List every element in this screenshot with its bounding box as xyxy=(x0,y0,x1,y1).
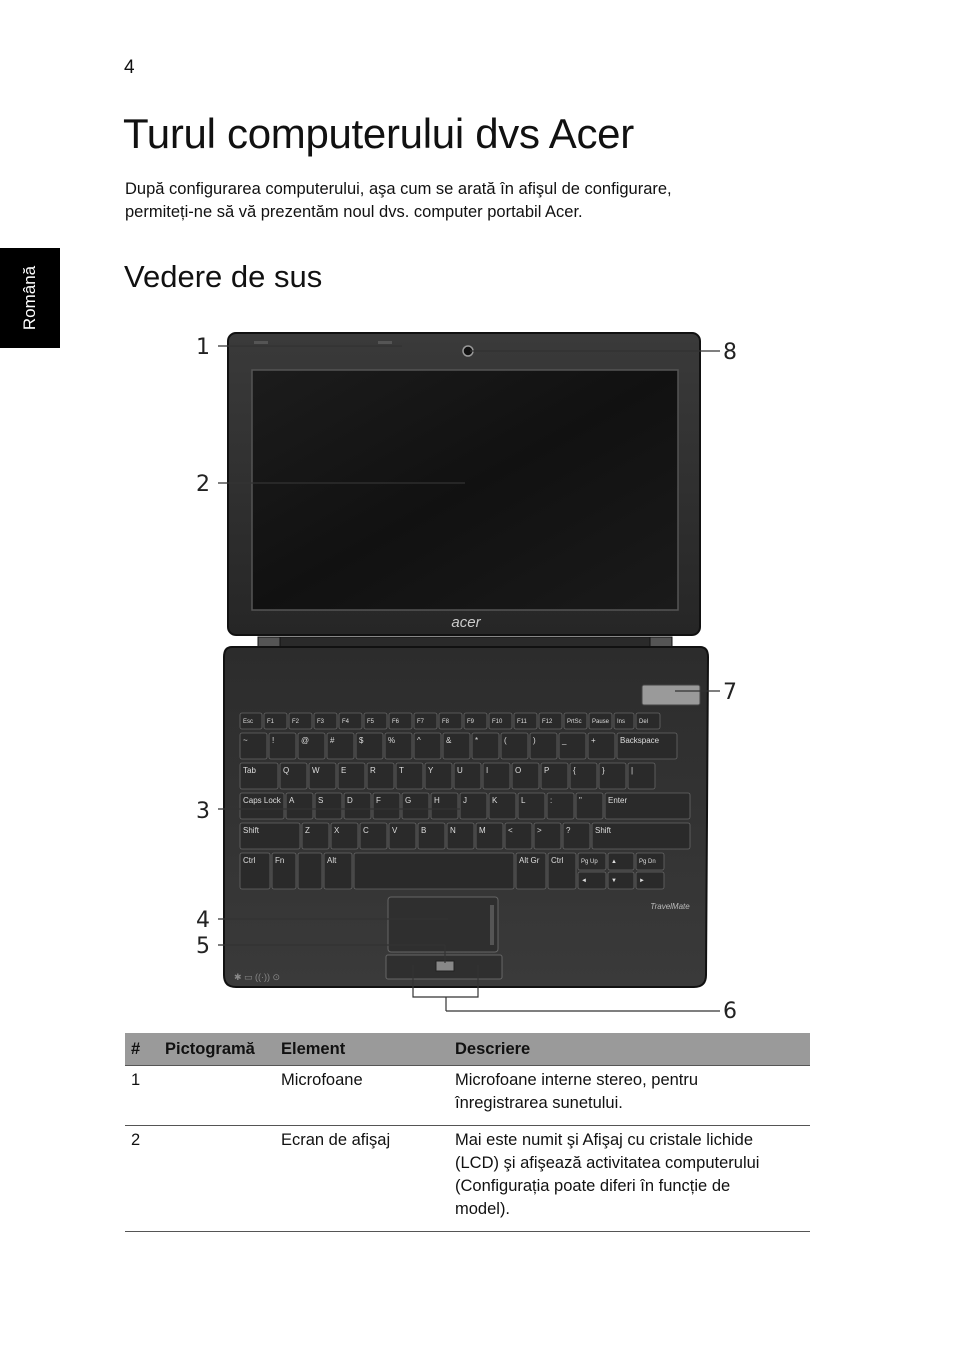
table-row xyxy=(125,1066,810,1126)
svg-text:F5: F5 xyxy=(367,719,375,725)
key-windows xyxy=(298,853,322,889)
intro-line: După configurarea computerului, aşa cum se arată în afişul de configurare, xyxy=(125,180,672,198)
key xyxy=(588,733,615,759)
key xyxy=(240,733,267,759)
svg-text:Ctrl: Ctrl xyxy=(243,856,256,865)
key-function xyxy=(414,713,437,729)
touchpad-scroll-strip xyxy=(490,905,494,945)
svg-text:F12: F12 xyxy=(542,719,553,725)
header-description: Descriere xyxy=(449,1033,810,1066)
callout-1: 1 xyxy=(196,335,210,360)
key xyxy=(460,793,487,819)
svg-text:|: | xyxy=(631,766,634,775)
intro-line: permiteți-ne să vă prezentăm noul dvs. computer portabil Acer. xyxy=(125,203,583,221)
keyboard xyxy=(240,713,690,889)
key xyxy=(476,823,503,849)
svg-text:▼: ▼ xyxy=(611,878,617,884)
svg-text:Pg Dn: Pg Dn xyxy=(639,859,656,865)
key xyxy=(576,793,603,819)
key-function xyxy=(264,713,287,729)
svg-text:►: ► xyxy=(639,878,645,884)
key xyxy=(505,823,532,849)
svg-text:B: B xyxy=(421,826,427,835)
svg-text:~: ~ xyxy=(243,736,248,745)
key xyxy=(570,763,597,789)
svg-text:Tab: Tab xyxy=(243,766,256,775)
svg-text:Shift: Shift xyxy=(243,826,260,835)
svg-text:S: S xyxy=(318,796,324,805)
header-number: # xyxy=(125,1033,159,1066)
svg-text:I: I xyxy=(486,766,489,775)
svg-text:_: _ xyxy=(562,736,567,745)
language-side-tab xyxy=(0,248,60,348)
key-ctrl-right xyxy=(548,853,576,889)
key xyxy=(302,823,329,849)
key xyxy=(425,763,452,789)
key-alt-gr xyxy=(516,853,546,889)
svg-text:*: * xyxy=(475,736,479,745)
description-line: model). xyxy=(455,1200,511,1218)
key xyxy=(454,763,481,789)
key xyxy=(489,793,516,819)
key-space xyxy=(354,853,514,889)
svg-text:>: > xyxy=(537,826,542,835)
svg-text:F10: F10 xyxy=(492,719,503,725)
key-enter xyxy=(605,793,690,819)
svg-text:$: $ xyxy=(359,736,364,745)
svg-text:◄: ◄ xyxy=(581,878,587,884)
key-del xyxy=(636,713,660,729)
status-indicators: ✱ ▭ ((·)) ⊙ xyxy=(234,972,281,982)
svg-text:Q: Q xyxy=(283,766,290,775)
power-button xyxy=(642,685,700,705)
key-function xyxy=(489,713,512,729)
intro-paragraph xyxy=(125,178,805,224)
svg-text:W: W xyxy=(312,766,320,775)
microphone-icon xyxy=(378,341,392,344)
key-function xyxy=(314,713,337,729)
language-label: Română xyxy=(20,265,39,331)
svg-text:Shift: Shift xyxy=(595,826,612,835)
svg-text:^: ^ xyxy=(417,736,421,745)
callout-8: 8 xyxy=(723,340,737,365)
svg-text:Ctrl: Ctrl xyxy=(551,856,564,865)
svg-text:F1: F1 xyxy=(267,719,275,725)
svg-text:Backspace: Backspace xyxy=(620,736,660,745)
key-esc xyxy=(240,713,262,729)
key-arrow-left xyxy=(578,872,606,889)
key xyxy=(472,733,499,759)
svg-text:X: X xyxy=(334,826,340,835)
touchpad xyxy=(388,897,498,952)
svg-text:+: + xyxy=(591,736,596,745)
svg-text:Fn: Fn xyxy=(275,856,285,865)
key-backspace xyxy=(617,733,677,759)
svg-text:V: V xyxy=(392,826,398,835)
svg-text:": " xyxy=(579,796,582,805)
callout-5: 5 xyxy=(196,934,210,959)
svg-text:F: F xyxy=(376,796,381,805)
key xyxy=(530,733,557,759)
key-arrow-down xyxy=(608,872,634,889)
key xyxy=(501,733,528,759)
callout-6: 6 xyxy=(723,999,737,1024)
svg-text:#: # xyxy=(330,736,335,745)
key xyxy=(280,763,307,789)
svg-text:D: D xyxy=(347,796,353,805)
row-element: Microfoane xyxy=(275,1066,449,1126)
key-shift-right xyxy=(592,823,690,849)
svg-text:&: & xyxy=(446,736,452,745)
svg-text:F7: F7 xyxy=(417,719,425,725)
display-screen xyxy=(252,370,678,610)
key xyxy=(559,733,586,759)
key-function xyxy=(289,713,312,729)
svg-text:P: P xyxy=(544,766,550,775)
svg-text:J: J xyxy=(463,796,467,805)
svg-text:E: E xyxy=(341,766,347,775)
key-alt xyxy=(324,853,352,889)
svg-text:F2: F2 xyxy=(292,719,300,725)
key xyxy=(512,763,539,789)
key xyxy=(327,733,354,759)
row-number: 1 xyxy=(125,1066,159,1126)
laptop-top-view-figure xyxy=(180,325,760,1025)
svg-text:M: M xyxy=(479,826,486,835)
key xyxy=(418,823,445,849)
key xyxy=(309,763,336,789)
svg-text:O: O xyxy=(515,766,522,775)
description-line: înregistrarea sunetului. xyxy=(455,1094,623,1112)
key xyxy=(447,823,474,849)
svg-text:{: { xyxy=(573,766,576,775)
svg-text:Caps Lock: Caps Lock xyxy=(243,796,281,805)
key-function xyxy=(589,713,612,729)
svg-text:Pause: Pause xyxy=(592,719,610,725)
header-element: Element xyxy=(275,1033,449,1066)
svg-text:C: C xyxy=(363,826,369,835)
key-pg-up xyxy=(578,853,606,870)
row-description xyxy=(449,1066,810,1126)
svg-text:Y: Y xyxy=(428,766,434,775)
svg-text:N: N xyxy=(450,826,456,835)
key-function xyxy=(564,713,587,729)
key xyxy=(269,733,296,759)
svg-text:Alt: Alt xyxy=(327,856,337,865)
row-icon xyxy=(159,1126,275,1232)
key xyxy=(356,733,383,759)
svg-text:}: } xyxy=(602,766,605,775)
key-shift-left xyxy=(240,823,300,849)
key xyxy=(344,793,371,819)
svg-text::: : xyxy=(550,796,553,805)
key-function xyxy=(339,713,362,729)
svg-text:K: K xyxy=(492,796,498,805)
svg-text:F3: F3 xyxy=(317,719,325,725)
key-tab xyxy=(240,763,278,789)
row-icon xyxy=(159,1066,275,1126)
svg-text:): ) xyxy=(533,736,536,745)
key-function xyxy=(539,713,562,729)
row-number: 2 xyxy=(125,1126,159,1232)
svg-text:!: ! xyxy=(272,736,275,745)
svg-text:A: A xyxy=(289,796,295,805)
key xyxy=(389,823,416,849)
svg-text:<: < xyxy=(508,826,513,835)
key-arrow-up xyxy=(608,853,634,870)
description-line: (Configurația poate diferi în funcție de xyxy=(455,1177,731,1195)
svg-text:G: G xyxy=(405,796,412,805)
callout-3: 3 xyxy=(196,799,210,824)
key xyxy=(443,733,470,759)
description-line: (LCD) şi afişează activitatea computerului xyxy=(455,1154,760,1172)
key xyxy=(563,823,590,849)
key xyxy=(483,763,510,789)
key-fn xyxy=(272,853,296,889)
key xyxy=(396,763,423,789)
key-function xyxy=(464,713,487,729)
key xyxy=(628,763,655,789)
svg-text:Esc: Esc xyxy=(243,719,254,725)
callout-7: 7 xyxy=(723,680,737,705)
svg-text:@: @ xyxy=(301,736,310,745)
key-function xyxy=(439,713,462,729)
key-pg-dn xyxy=(636,853,664,870)
key xyxy=(315,793,342,819)
svg-text:PrtSc: PrtSc xyxy=(567,719,582,725)
key xyxy=(534,823,561,849)
key xyxy=(338,763,365,789)
key-function xyxy=(514,713,537,729)
svg-text:▲: ▲ xyxy=(611,859,617,865)
table-header-row xyxy=(125,1033,810,1066)
header-icon: Pictogramă xyxy=(159,1033,275,1066)
svg-text:%: % xyxy=(388,736,396,745)
key xyxy=(518,793,545,819)
svg-text:F6: F6 xyxy=(392,719,400,725)
svg-text:F8: F8 xyxy=(442,719,450,725)
svg-text:R: R xyxy=(370,766,376,775)
page-title: Turul computerului dvs Acer xyxy=(123,110,634,157)
key xyxy=(599,763,626,789)
page-number: 4 xyxy=(124,57,135,78)
svg-text:H: H xyxy=(434,796,440,805)
key xyxy=(298,733,325,759)
svg-text:Z: Z xyxy=(305,826,310,835)
key xyxy=(541,763,568,789)
svg-text:?: ? xyxy=(566,826,571,835)
acer-logo: acer xyxy=(451,614,481,631)
svg-text:Pg Up: Pg Up xyxy=(581,859,598,865)
key xyxy=(367,763,394,789)
key-caps-lock xyxy=(240,793,284,819)
description-line: Mai este numit şi Afişaj cu cristale lichide xyxy=(455,1131,754,1149)
key xyxy=(402,793,429,819)
table-row xyxy=(125,1126,810,1232)
svg-text:F4: F4 xyxy=(342,719,350,725)
svg-text:Alt Gr: Alt Gr xyxy=(519,856,540,865)
key-function xyxy=(389,713,412,729)
key xyxy=(360,823,387,849)
row-element: Ecran de afişaj xyxy=(275,1126,449,1232)
spec-table xyxy=(125,1033,810,1232)
key xyxy=(431,793,458,819)
callout-2: 2 xyxy=(196,472,210,497)
svg-text:L: L xyxy=(521,796,526,805)
svg-text:F11: F11 xyxy=(517,719,527,725)
key xyxy=(286,793,313,819)
key-arrow-right xyxy=(636,872,664,889)
svg-text:F9: F9 xyxy=(467,719,475,725)
key xyxy=(414,733,441,759)
microphone-icon xyxy=(254,341,268,344)
callout-4: 4 xyxy=(196,908,210,933)
model-label: TravelMate xyxy=(650,902,690,911)
key-function xyxy=(364,713,387,729)
description-line: Microfoane interne stereo, pentru xyxy=(455,1071,699,1089)
svg-text:U: U xyxy=(457,766,463,775)
key-ins xyxy=(614,713,634,729)
svg-text:T: T xyxy=(399,766,404,775)
section-heading: Vedere de sus xyxy=(124,259,323,294)
svg-text:Enter: Enter xyxy=(608,796,628,805)
key xyxy=(547,793,574,819)
row-description xyxy=(449,1126,810,1232)
svg-text:Del: Del xyxy=(639,719,649,725)
svg-text:(: ( xyxy=(504,736,507,745)
svg-text:Ins: Ins xyxy=(617,719,626,725)
key-ctrl-left xyxy=(240,853,270,889)
key xyxy=(385,733,412,759)
key xyxy=(331,823,358,849)
key xyxy=(373,793,400,819)
